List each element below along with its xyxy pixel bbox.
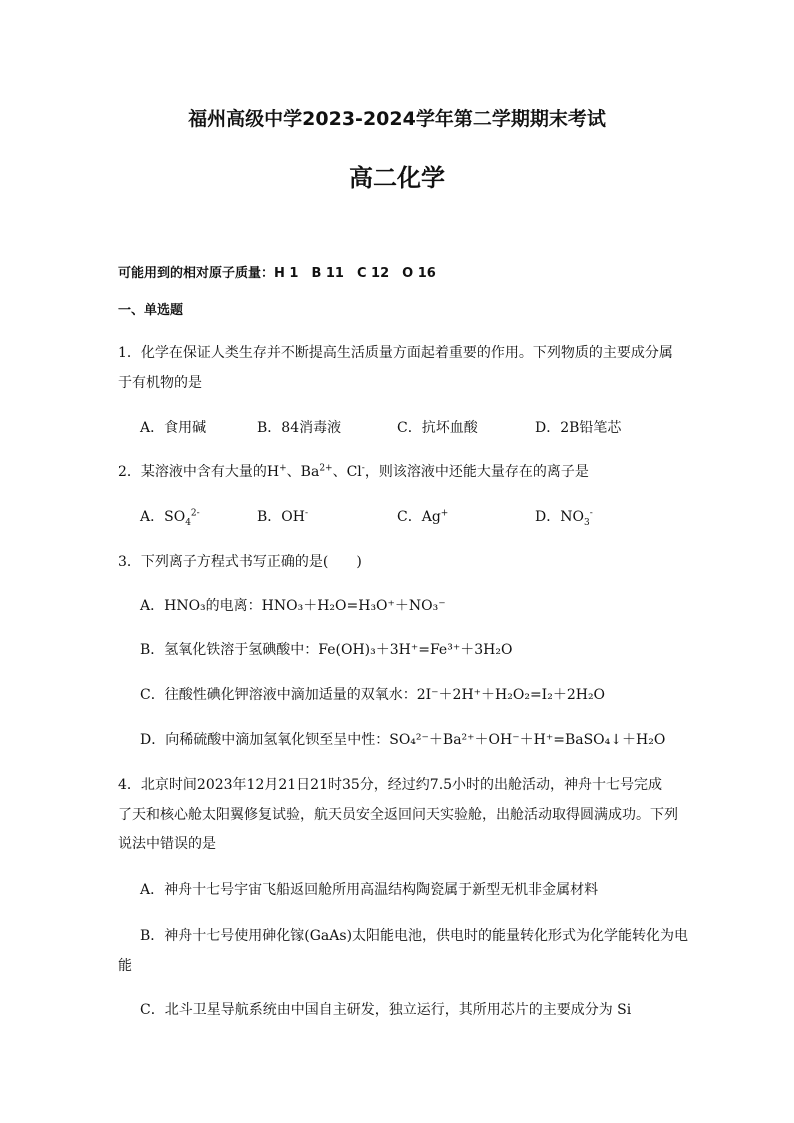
q4-option-b: B．神舟十七号使用砷化镓(GaAs)太阳能电池，供电时的能量转化形式为化学能转化为电 xyxy=(140,928,689,944)
exam-title: 福州高级中学2023-2024学年第二学期期末考试 xyxy=(188,108,606,130)
q4-stem-line-3: 说法中错误的是 xyxy=(118,836,216,852)
q3-option-a: A．HNO₃的电离：HNO₃＋H₂O=H₃O⁺＋NO₃⁻ xyxy=(140,598,446,614)
q4-option-b-continued: 能 xyxy=(118,958,132,974)
atomic-masses: 可能用到的相对原子质量：H 1 B 11 C 12 O 16 xyxy=(118,266,436,281)
exam-subject: 高二化学 xyxy=(349,164,445,192)
q1-stem-line-1: 1．化学在保证人类生存并不断提高生活质量方面起着重要的作用。下列物质的主要成分属 xyxy=(118,345,673,361)
q1-option-c: C．抗坏血酸 xyxy=(397,420,478,436)
q1-option-a: A．食用碱 xyxy=(140,420,207,436)
q3-stem: 3．下列离子方程式书写正确的是( ) xyxy=(118,554,362,570)
q4-option-a: A．神舟十七号宇宙飞船返回舱所用高温结构陶瓷属于新型无机非金属材料 xyxy=(140,882,599,898)
section-heading: 一、单选题 xyxy=(118,303,184,318)
q2-stem: 2．某溶液中含有大量的H+、$Ba^{2+}$、Cl-，则该溶液中还能大量存在的离子是 xyxy=(118,463,589,480)
q1-option-b: B．84消毒液 xyxy=(257,420,342,436)
q4-stem-line-1: 4．北京时间2023年12月21日21时35分，经过约7.5小时的出舱活动，神舟十七号完成 xyxy=(118,777,663,793)
q2-option-c: C．Ag+ xyxy=(397,508,449,525)
q2-option-b: B．OH- xyxy=(257,508,309,525)
q1-option-d: D．2B铅笔芯 xyxy=(535,420,622,436)
q2-option-d: D．$NO_3^-$ xyxy=(535,508,593,528)
q1-stem-line-2: 于有机物的是 xyxy=(118,375,202,391)
q4-stem-line-2: 了天和核心舱太阳翼修复试验，航天员安全返回问天实验舱，出舱活动取得圆满成功。下列 xyxy=(118,807,678,823)
q3-option-b: B．氢氧化铁溶于氢碘酸中：Fe(OH)₃＋3H⁺=Fe³⁺＋3H₂O xyxy=(140,642,513,658)
q4-option-c: C．北斗卫星导航系统由中国自主研发，独立运行，其所用芯片的主要成分为 Si xyxy=(140,1002,632,1018)
q3-option-d: D．向稀硫酸中滴加氢氧化钡至呈中性：SO₄²⁻＋Ba²⁺＋OH⁻＋H⁺=BaSO₄↓＋H₂O xyxy=(140,732,666,748)
q2-option-a: A．$SO_4^{2-}$ xyxy=(140,508,200,528)
q3-option-c: C．往酸性碘化钾溶液中滴加适量的双氧水：2I⁻＋2H⁺＋H₂O₂=I₂＋2H₂O xyxy=(140,687,606,703)
